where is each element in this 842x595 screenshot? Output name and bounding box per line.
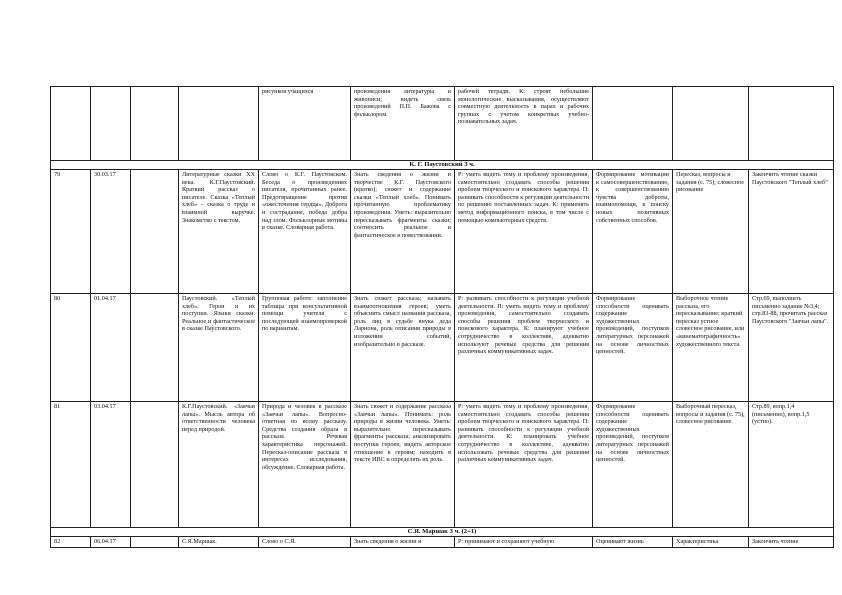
cell-topic: Литературные сказки XX века. К.Г.Паустовский. Краткий рассказ о писателе. Сказка «Теплый хлеб» – сказка о труде и взаимной выручке. Знакомство с текстом. xyxy=(179,170,259,294)
cell-empty xyxy=(131,402,179,528)
cell-empty xyxy=(131,87,179,161)
cell-empty xyxy=(131,294,179,402)
cell-topic xyxy=(179,87,259,161)
cell-personal: Формирование способности оценивать содержание художественных произведений, поступков литературных персонажей на основе личностных ценностей. xyxy=(593,294,673,402)
cell-num: 80 xyxy=(51,294,91,402)
cell-content: Слово о С.Я. xyxy=(259,537,351,548)
cell-personal xyxy=(593,87,673,161)
table-row xyxy=(51,87,834,161)
cell-content: Групповая работе: заполнение таблицы при консультативной помощи учителя с последующей взаимопроверкой по вариантам. xyxy=(259,294,351,402)
cell-empty xyxy=(131,170,179,294)
cell-date xyxy=(91,87,131,161)
cell-content: Природа и человек в рассказе «Заячьи лапы». Вопросно-ответная по всему рассказу. Средства создания образа в рассказе. Речевая характеристика персонажей. Пересказ-описание рассказа в интересах исследования, обсуждение. Словарная работа. xyxy=(259,402,351,528)
cell-num: 79 xyxy=(51,170,91,294)
cell-uud: Р: развивать способности к регуляции учебной деятельности. П: уметь видеть тему и проблему произведения, самостоятельно создавать способы решения проблем творческого и поискового характера. К: планируют учебное сотрудничество в коллективе, адекватно используют речевые средства для решения различных коммуникативных задач. xyxy=(455,294,593,402)
cell-topic: С.Я.Маршак. xyxy=(179,537,259,548)
section-header-row xyxy=(51,161,834,170)
cell-empty xyxy=(131,537,179,548)
table-row xyxy=(51,170,834,294)
cell-homework: Стр.69, выполнить письменно задание №3,4; стр.83-88, прочитать рассказ Паустовского "Заячьи лапы". xyxy=(749,294,834,402)
cell-uud: Р: уметь видеть тему и проблему произведения, самостоятельно создавать способы решения проблем творческого и поискового характера. П: развивать способности к регуляции деятельности по решению поставленных задач. К: применять метод информационного поиска, в том числе с помощью компьютерных средств. xyxy=(455,170,593,294)
cell-homework: Стр.89, вопр.1,4 (письменно), вопр.1,5 (устно). xyxy=(749,402,834,528)
table-row xyxy=(51,537,834,548)
cell-control: Выборочное чтение рассказа, его пересказывание; краткий пересказ устное словесное рисование, или «кинематографичность» художественного текста. xyxy=(673,294,749,402)
cell-personal: Формирование способности оценивать содержание художественных произведений, поступков литературных персонажей на основе личностных ценностей. xyxy=(593,402,673,528)
cell-topic: Паустовский. «Теплый хлеб». Герои и их поступки. Языки сказки. Реальное и фантастическое в сказке Паустовского. xyxy=(179,294,259,402)
cell-date: 30.03.17 xyxy=(91,170,131,294)
cell-uud: рабочей тетради. К: строят небольшие монологические высказывания, осуществляют совместную деятельность в парах и рабочих группах с учетом конкретных учебно-познавательных задач. xyxy=(455,87,593,161)
cell-topic: К.Г.Паустовский. «Заячьи лапы». Мысль автора об ответственности человека перед природой. xyxy=(179,402,259,528)
cell-num xyxy=(51,87,91,161)
cell-subject: Знать сюжет и содержание рассказа «Заячьи лапы». Понимать: роль природы в жизни человека. Уметь: выразительно пересказывать фрагменты рассказа; анализировать поступки героев; видеть авторское отношение к героям; находить в тексте ИВС и определять их роль. xyxy=(351,402,455,528)
cell-subject: Знать сведения о жизни и xyxy=(351,537,455,548)
cell-content: рисунков учащихся xyxy=(259,87,351,161)
cell-date: 06.04.17 xyxy=(91,537,131,548)
cell-content: Слово о К.Г. Паустовском. Беседа о произведениях писателя, прочитанных ранее. Предотвращение против «ожесточения сердца». Доброта и сострадание, победа добра над злом. Фольклорные мотивы в сказке. Словарная работа. xyxy=(259,170,351,294)
cell-personal: Оценивают жизнь xyxy=(593,537,673,548)
cell-date: 01.04.17 xyxy=(91,294,131,402)
cell-personal: Формирование мотивации к самосовершенствованию, к совершенствованию чувства доброты, взаимопомощи, к поиску новых позитивных собственных способов. xyxy=(593,170,673,294)
cell-homework: Закончить чтение сказки Паустовского "Теплый хлеб" xyxy=(749,170,834,294)
cell-uud: Р: уметь видеть тему и проблему произведения, самостоятельно создавать способы решения проблем творческого и поискового характера. П: развивать способности к регуляции учебной деятельности. К: планировать учебное сотрудничество в коллективе, адекватно использовать речевые средства для решения различных коммуникативных задач. xyxy=(455,402,593,528)
cell-num: 82 xyxy=(51,537,91,548)
section-title: С.Я. Маршак 3 ч. (2+1) xyxy=(51,528,834,537)
cell-homework: Закончить чтение xyxy=(749,537,834,548)
table-row xyxy=(51,402,834,528)
cell-date: 03.04.17 xyxy=(91,402,131,528)
table-row xyxy=(51,294,834,402)
cell-subject: Знать сюжет рассказа; называть взаимоотношения героев; уметь объяснить смысл названия рассказа, роль лиц в судьбе внука деда Лариона, роль описания природы в изложении событий, изобразительно в рассказе. xyxy=(351,294,455,402)
cell-uud: Р: принимают и сохраняют учебную xyxy=(455,537,593,548)
cell-control: Характеристика xyxy=(673,537,749,548)
lesson-plan-table xyxy=(50,86,834,548)
cell-control xyxy=(673,87,749,161)
cell-control: Пересказ, вопросы и задания (с. 75), словесное рисование xyxy=(673,170,749,294)
section-header-row xyxy=(51,528,834,537)
cell-subject: произведения литературы и живописи; видеть связь произведений П.П. Бажова с фольклором. xyxy=(351,87,455,161)
cell-subject: Знать сведения о жизни и творчестве К.Г. Паустовского (кратко); сюжет и содержание сказки «Теплый хлеб». Понимать прочитанную проблематику произведения. Уметь: выразительно пересказывать фрагменты сказки; соотносить реальное и фантастическое в повествовании. xyxy=(351,170,455,294)
section-title: К. Г. Паустовский 3 ч. xyxy=(51,161,834,170)
cell-num: 81 xyxy=(51,402,91,528)
cell-control: Выборочный пересказ, вопросы и задания (с. 75), словесное рисование xyxy=(673,402,749,528)
cell-homework xyxy=(749,87,834,161)
